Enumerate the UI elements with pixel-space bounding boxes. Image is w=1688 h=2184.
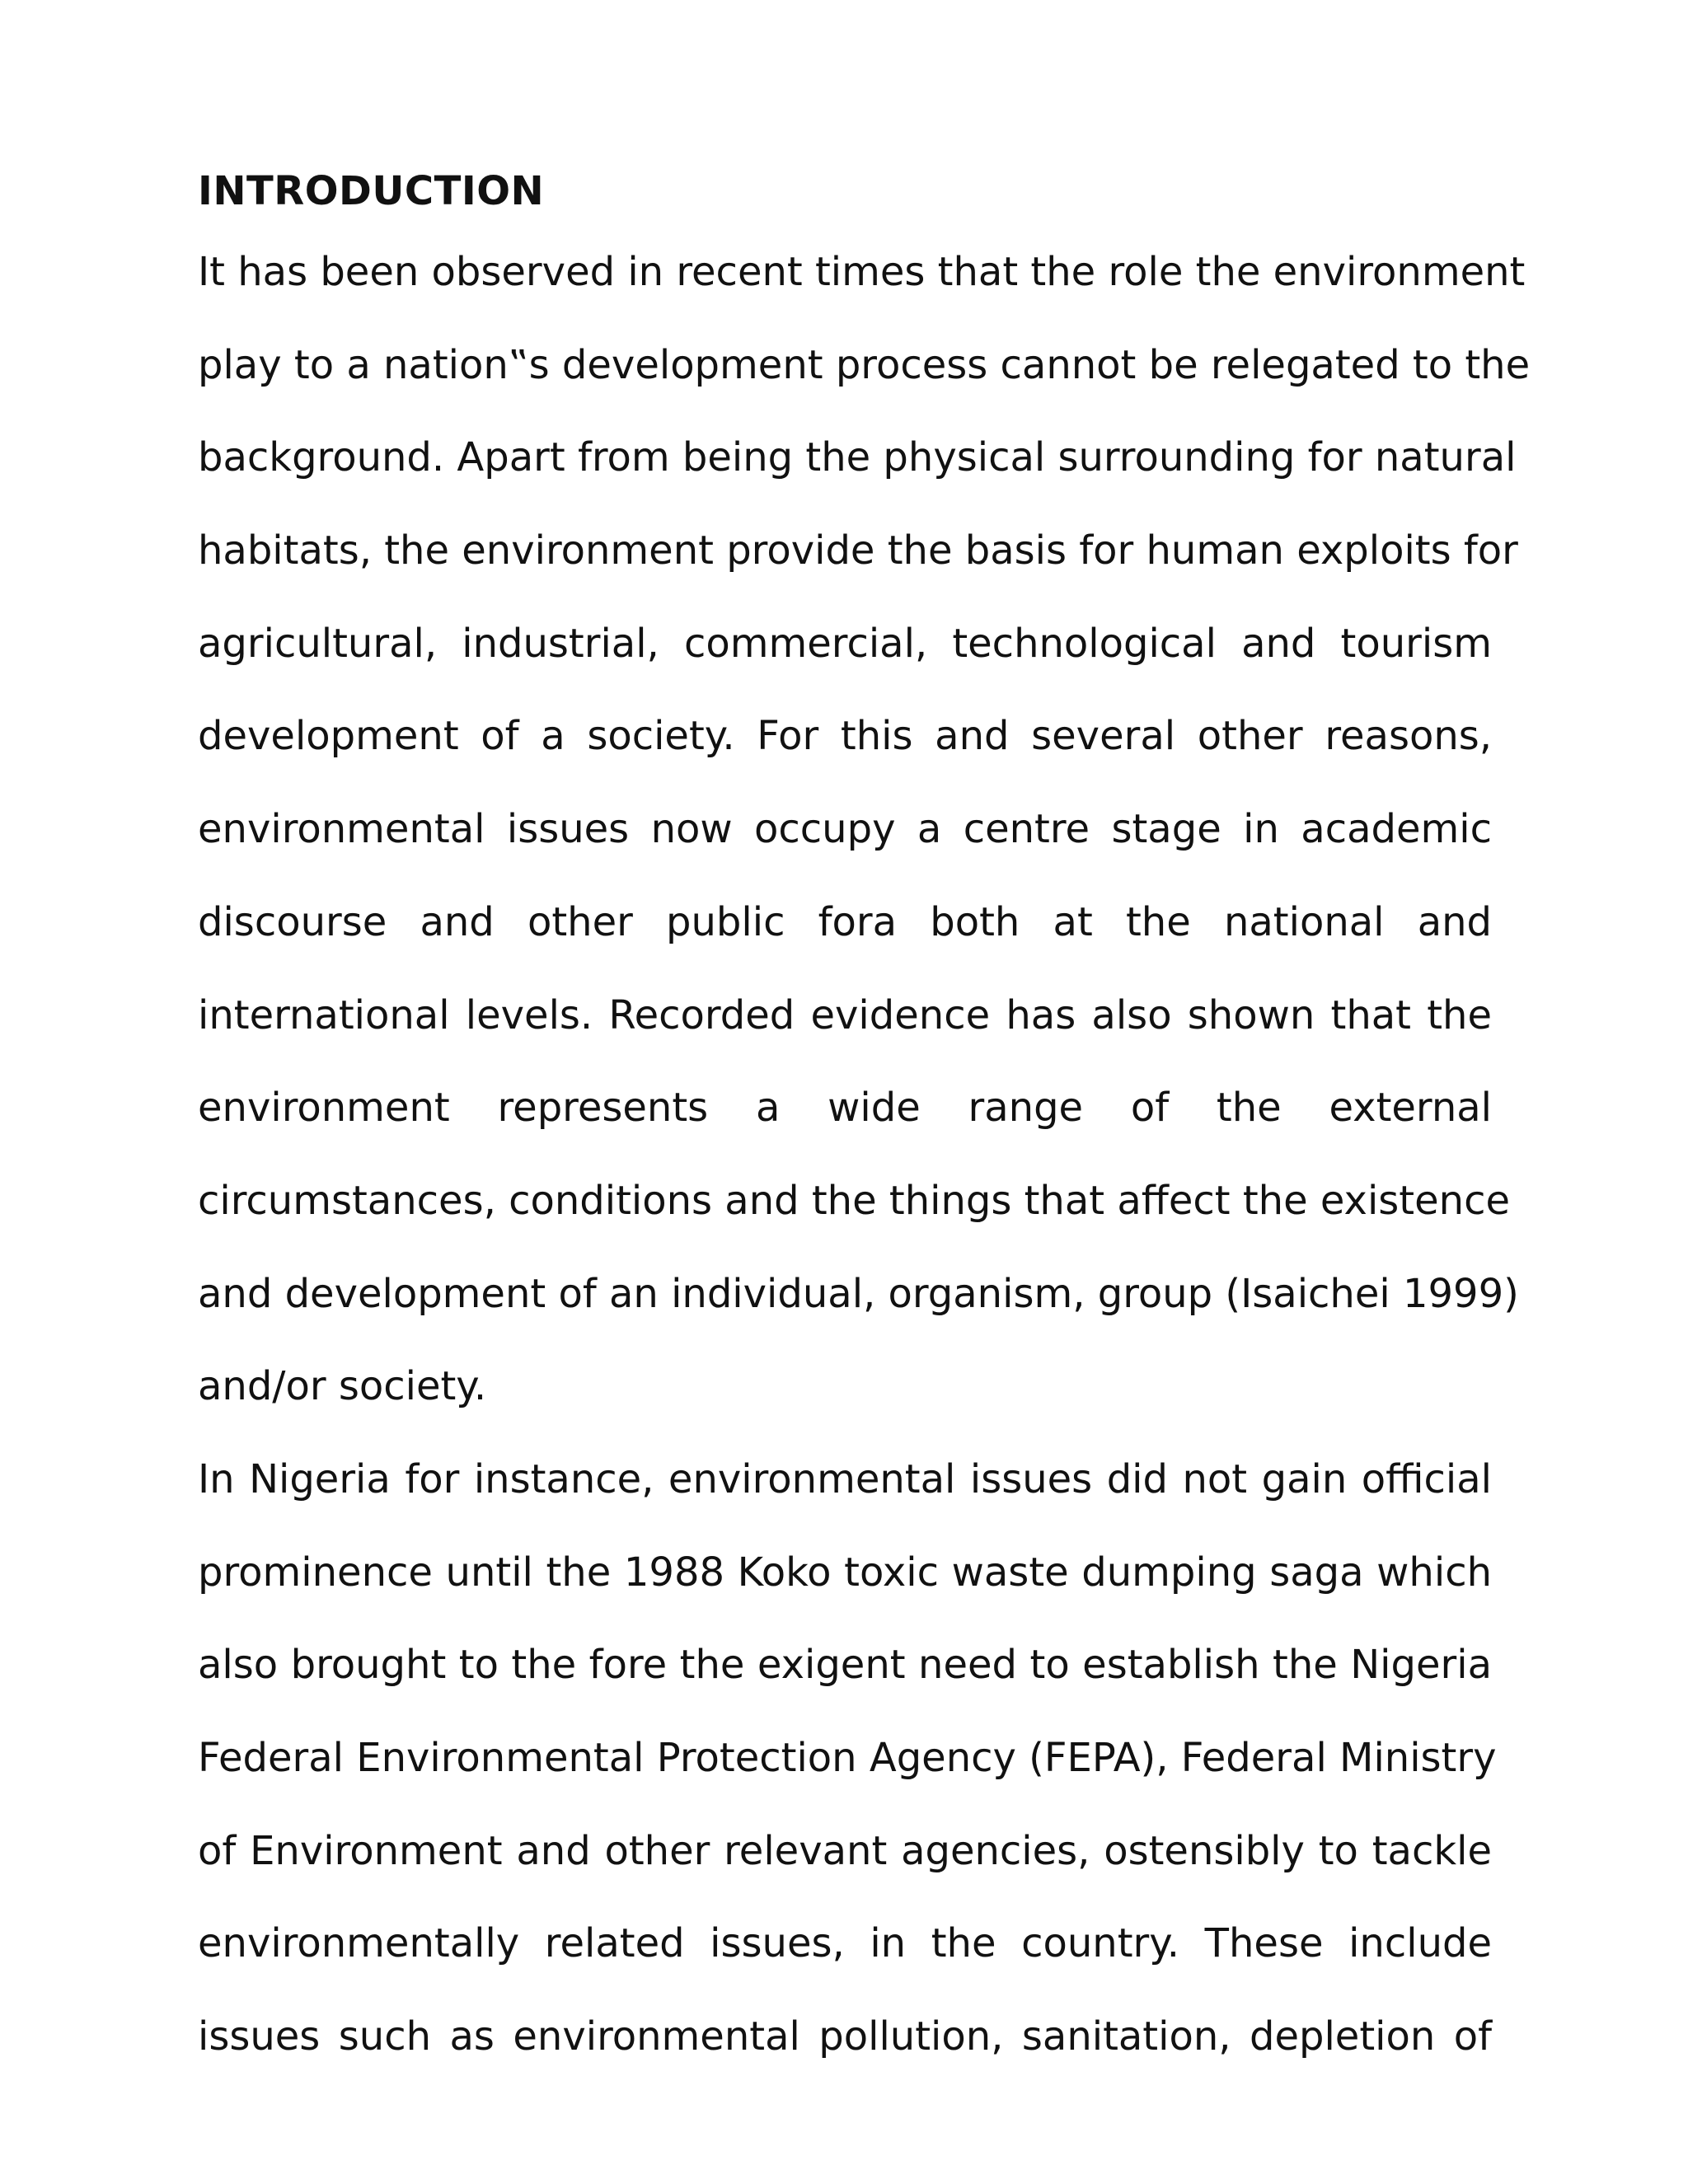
text-line: play to a nation‟s development process cannot be relegated to the bbox=[198, 341, 1531, 388]
paragraph-2 bbox=[198, 1433, 1497, 2083]
text-line: international levels. Recorded evidence has also shown that the bbox=[198, 991, 1492, 1038]
text-line: agricultural, industrial, commercial, technological and tourism bbox=[198, 620, 1492, 667]
text-line: environment represents a wide range of the external bbox=[198, 1085, 1492, 1132]
document-body bbox=[198, 157, 1531, 2083]
text-line: prominence until the 1988 Koko toxic waste dumping saga which bbox=[198, 1549, 1492, 1596]
text-line: and/or society. bbox=[198, 1363, 487, 1410]
section-heading: INTRODUCTION bbox=[198, 168, 545, 214]
text-line: and development of an individual, organism, group (Isaichei 1999) bbox=[198, 1270, 1519, 1317]
text-line: circumstances, conditions and the things that affect the existence bbox=[198, 1177, 1510, 1224]
text-line: issues such as environmental pollution, sanitation, depletion of bbox=[198, 2013, 1492, 2060]
text-line: environmental issues now occupy a centre stage in academic bbox=[198, 806, 1492, 853]
text-line: In Nigeria for instance, environmental issues did not gain official bbox=[198, 1455, 1492, 1502]
text-line: environmentally related issues, in the country. These include bbox=[198, 1920, 1492, 1967]
text-line: background. Apart from being the physical surrounding for natural bbox=[198, 434, 1517, 481]
text-line: also brought to the fore the exigent need to establish the Nigeria bbox=[198, 1642, 1492, 1689]
text-line: of Environment and other relevant agencies, ostensibly to tackle bbox=[198, 1827, 1492, 1874]
text-line: habitats, the environment provide the basis for human exploits for bbox=[198, 527, 1518, 574]
paragraph-1 bbox=[198, 226, 1531, 1433]
text-line: Federal Environmental Protection Agency (FEPA), Federal Ministry bbox=[198, 1735, 1497, 1781]
text-line: discourse and other public fora both at the national and bbox=[198, 898, 1492, 945]
text-line: It has been observed in recent times that the role the environment bbox=[198, 249, 1526, 295]
text-line: development of a society. For this and several other reasons, bbox=[198, 713, 1492, 760]
